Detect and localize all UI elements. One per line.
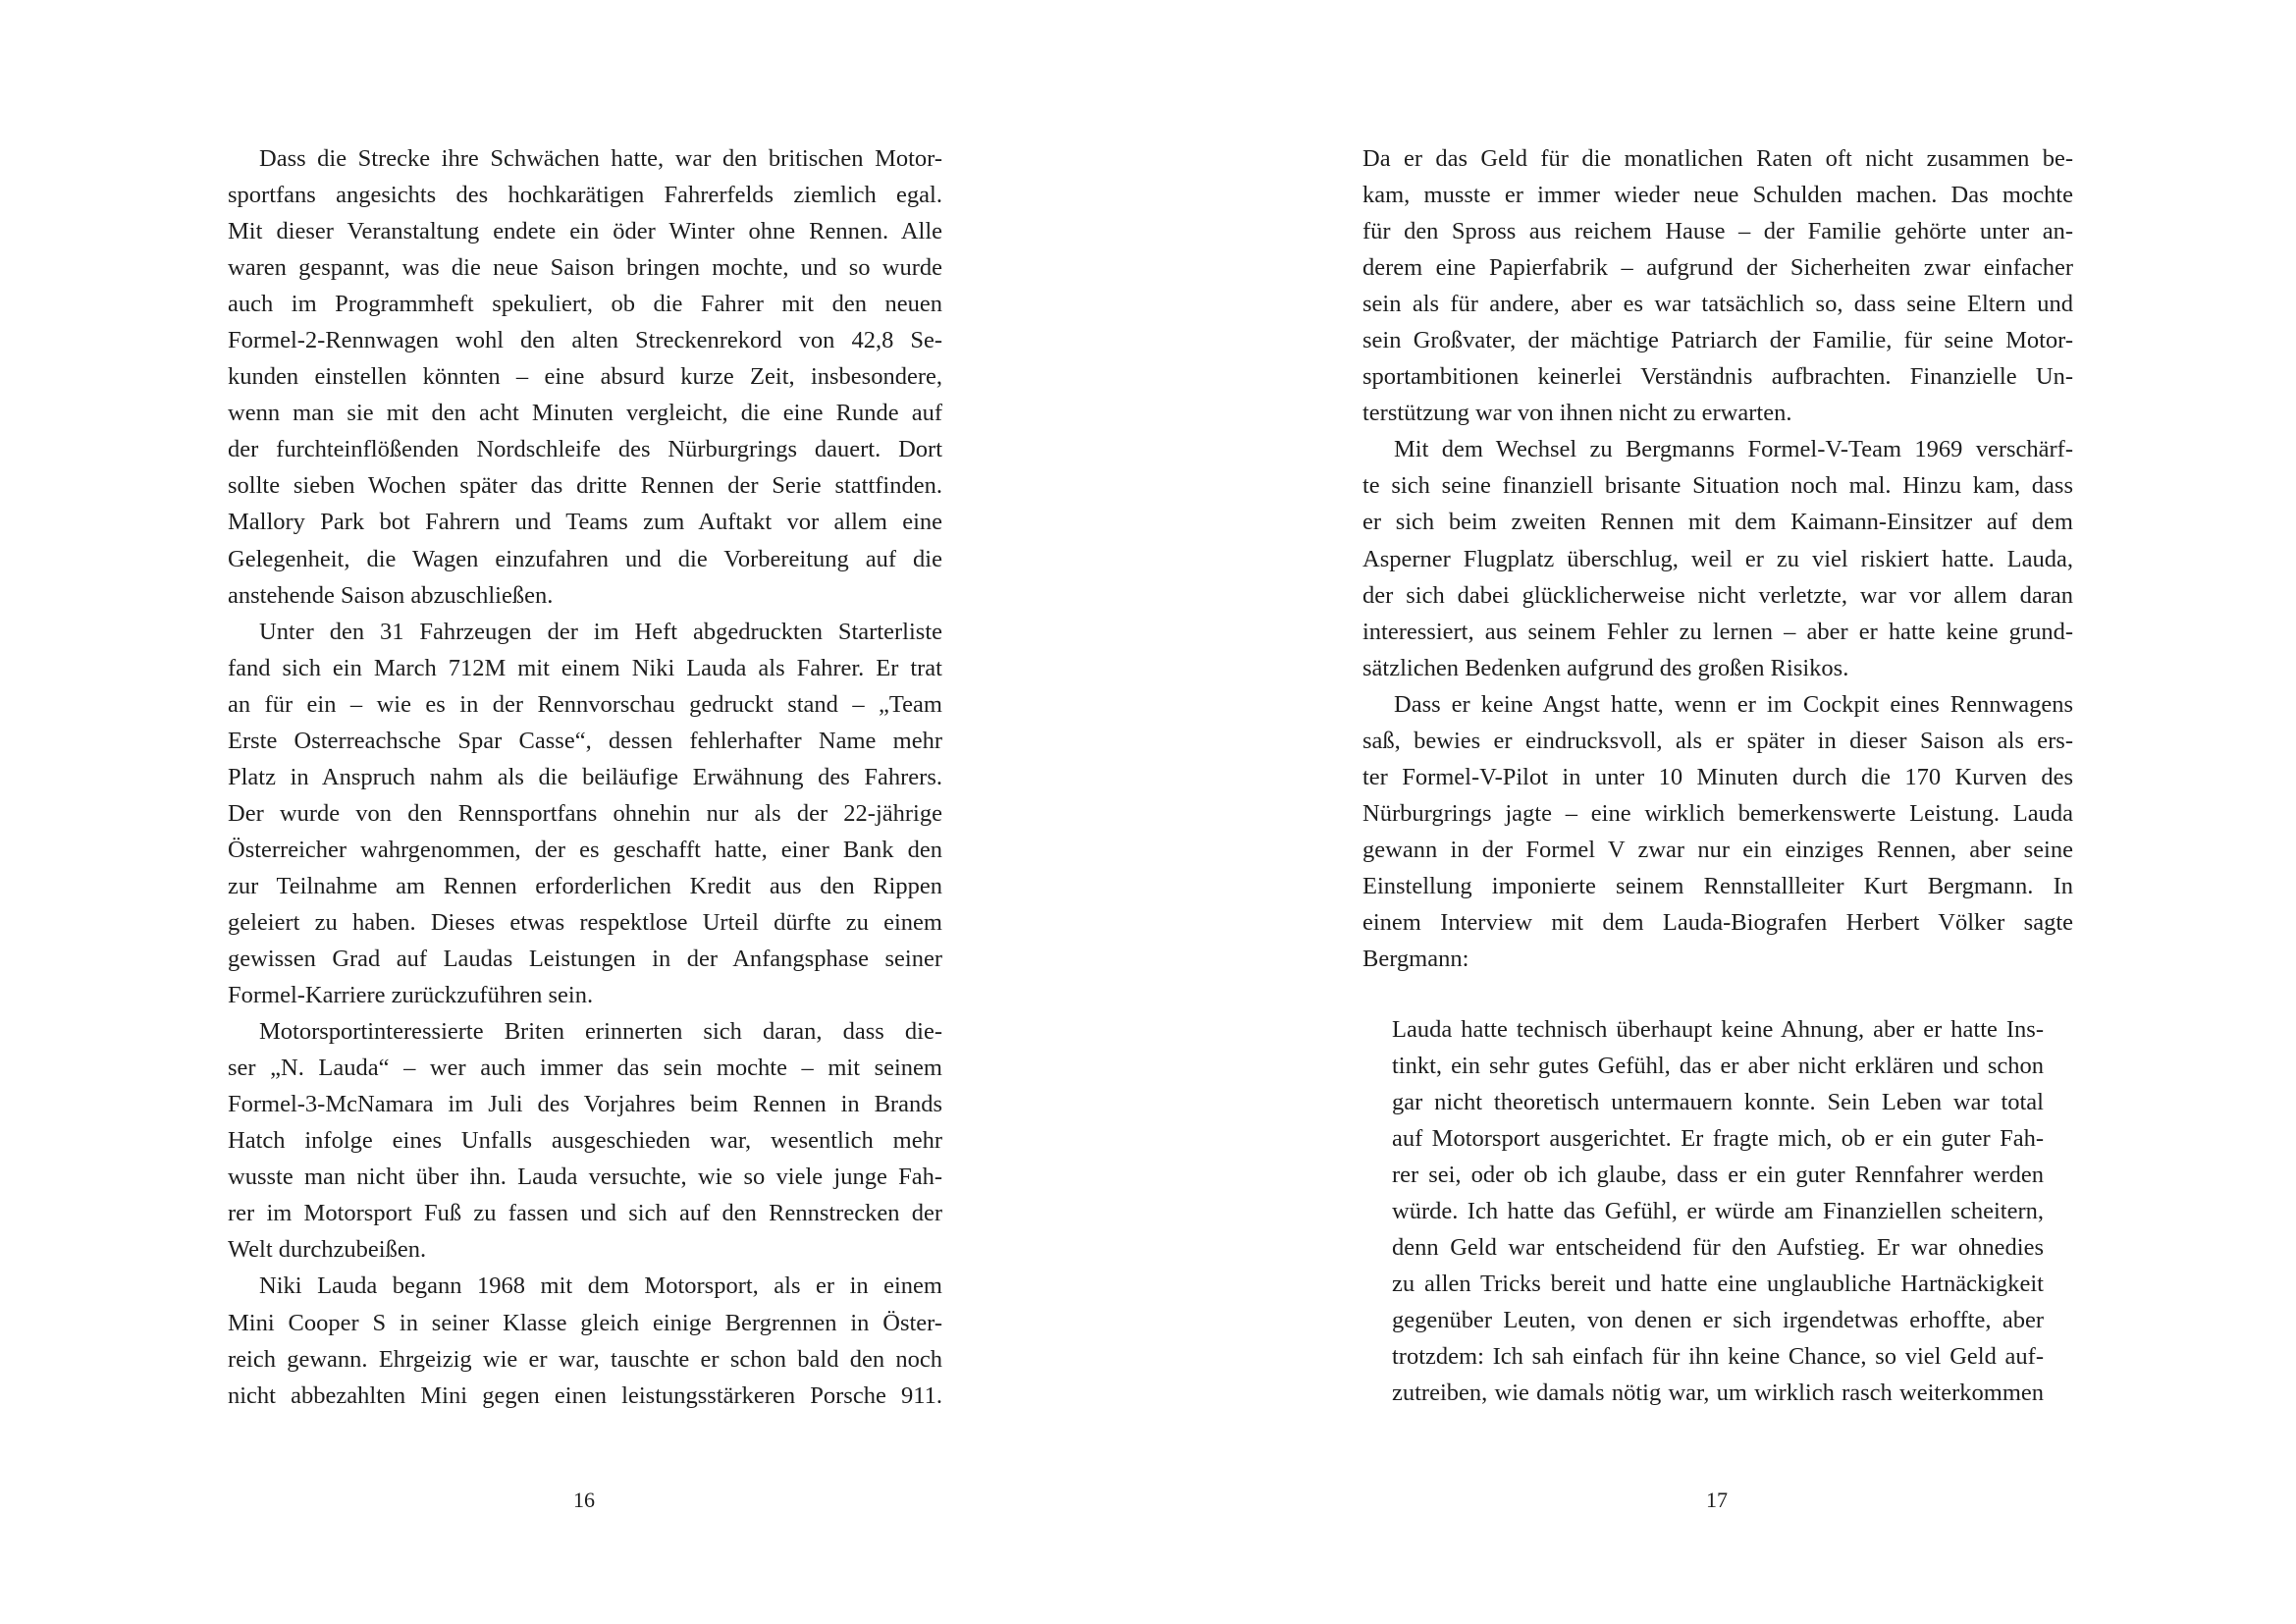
text-line: gewissen Grad auf Laudas Leistungen in der Anfangsphase seiner bbox=[228, 946, 942, 973]
text-line: wenn man sie mit den acht Minuten vergleicht, die eine Runde auf bbox=[228, 400, 942, 427]
quote-line: denn Geld war entscheidend für den Aufstieg. Er war ohnedies bbox=[1392, 1234, 2044, 1262]
text-line: Österreicher wahrgenommen, der es geschafft hatte, einer Bank den bbox=[228, 836, 942, 863]
page-number-left: 16 bbox=[573, 1488, 595, 1512]
text-line: terstützung war von ihnen nicht zu erwarten. bbox=[1362, 400, 1792, 427]
quote-line: zu allen Tricks bereit und hatte eine unglaubliche Hartnäckigkeit bbox=[1392, 1271, 2044, 1298]
text-line: Mini Cooper S in seiner Klasse gleich einige Bergrennen in Öster- bbox=[228, 1309, 942, 1336]
text-line: Dass die Strecke ihre Schwächen hatte, war den britischen Motor- bbox=[259, 145, 942, 172]
quote-line: trotzdem: Ich sah einfach für ihn keine Chance, so viel Geld auf- bbox=[1392, 1343, 2044, 1371]
text-line: Unter den 31 Fahrzeugen der im Heft abgedruckten Starterliste bbox=[259, 618, 942, 645]
text-line: der furchteinflößenden Nordschleife des Nürburgrings dauert. Dort bbox=[228, 436, 942, 463]
text-line: Welt durchzubeißen. bbox=[228, 1236, 427, 1264]
text-line: Asperner Flugplatz überschlug, weil er zu viel riskiert hatte. Lauda, bbox=[1362, 545, 2073, 572]
text-line: geleiert zu haben. Dieses etwas respektlose Urteil dürfte zu einem bbox=[228, 908, 942, 936]
quote-line: tinkt, ein sehr gutes Gefühl, das er aber nicht erklären und schon bbox=[1392, 1053, 2044, 1080]
text-line: te sich seine finanziell brisante Situation noch mal. Hinzu kam, dass bbox=[1362, 472, 2073, 500]
page-number-right: 17 bbox=[1706, 1488, 1728, 1512]
text-line: fand sich ein March 712M mit einem Niki Lauda als Fahrer. Er trat bbox=[228, 654, 942, 681]
text-line: Da er das Geld für die monatlichen Raten oft nicht zusammen be- bbox=[1362, 145, 2073, 172]
text-line: reich gewann. Ehrgeizig wie er war, tauschte er schon bald den noch bbox=[228, 1345, 942, 1373]
text-line: Bergmann: bbox=[1362, 946, 1469, 973]
text-line: ser „N. Lauda“ – wer auch immer das sein mochte – mit seinem bbox=[228, 1055, 942, 1082]
text-line: Erste Osterreachsche Spar Casse“, dessen fehlerhafter Name mehr bbox=[228, 727, 942, 754]
text-line: auch im Programmheft spekuliert, ob die Fahrer mit den neuen bbox=[228, 291, 942, 318]
right-page-text bbox=[1362, 140, 2073, 977]
text-line: der sich dabei glücklicherweise nicht verletzte, war vor allem daran bbox=[1362, 581, 2073, 609]
text-line: nicht abbezahlten Mini gegen einen leistungsstärkeren Porsche 911. bbox=[228, 1381, 942, 1409]
text-line: Einstellung imponierte seinem Rennstallleiter Kurt Bergmann. In bbox=[1362, 872, 2073, 899]
text-line: Mit dieser Veranstaltung endete ein öder Winter ohne Rennen. Alle bbox=[228, 218, 942, 245]
text-line: sätzlichen Bedenken aufgrund des großen Risikos. bbox=[1362, 654, 1849, 681]
text-line: Motorsportinteressierte Briten erinnerten sich daran, dass die- bbox=[259, 1018, 942, 1046]
text-line: sollte sieben Wochen später das dritte Rennen der Serie stattfinden. bbox=[228, 472, 942, 500]
text-line: derem eine Papierfabrik – aufgrund der Sicherheiten zwar einfacher bbox=[1362, 254, 2073, 282]
text-line: Der wurde von den Rennsportfans ohnehin nur als der 22-jährige bbox=[228, 799, 942, 827]
text-line: Hatch infolge eines Unfalls ausgeschieden war, wesentlich mehr bbox=[228, 1127, 942, 1155]
text-line: an für ein – wie es in der Rennvorschau gedruckt stand – „Team bbox=[228, 690, 942, 718]
text-line: interessiert, aus seinem Fehler zu lernen – aber er hatte keine grund- bbox=[1362, 618, 2073, 645]
text-line: wusste man nicht über ihn. Lauda versuchte, wie so viele junge Fah- bbox=[228, 1164, 942, 1191]
text-line: er sich beim zweiten Rennen mit dem Kaimann-Einsitzer auf dem bbox=[1362, 509, 2073, 536]
text-line: Dass er keine Angst hatte, wenn er im Cockpit eines Rennwagens bbox=[1394, 690, 2073, 718]
text-line: sein als für andere, aber es war tatsächlich so, dass seine Eltern und bbox=[1362, 291, 2073, 318]
quote-line: würde. Ich hatte das Gefühl, er würde am Finanziellen scheitern, bbox=[1392, 1198, 2044, 1225]
quote-line: gegenüber Leuten, von denen er sich irgendetwas erhoffte, aber bbox=[1392, 1307, 2044, 1334]
text-line: Formel-Karriere zurückzuführen sein. bbox=[228, 982, 594, 1009]
text-line: Platz in Anspruch nahm als die beiläufige Erwähnung des Fahrers. bbox=[228, 763, 942, 790]
text-line: einem Interview mit dem Lauda-Biografen Herbert Völker sagte bbox=[1362, 908, 2073, 936]
text-line: ter Formel-V-Pilot in unter 10 Minuten durch die 170 Kurven des bbox=[1362, 763, 2073, 790]
text-line: Mit dem Wechsel zu Bergmanns Formel-V-Team 1969 verschärf- bbox=[1394, 436, 2073, 463]
text-line: Niki Lauda begann 1968 mit dem Motorsport, als er in einem bbox=[259, 1272, 942, 1300]
text-line: Mallory Park bot Fahrern und Teams zum Auftakt vor allem eine bbox=[228, 509, 942, 536]
text-line: gewann in der Formel V zwar nur ein einziges Rennen, aber seine bbox=[1362, 836, 2073, 863]
text-line: sportfans angesichts des hochkarätigen Fahrerfelds ziemlich egal. bbox=[228, 182, 942, 209]
text-line: Gelegenheit, die Wagen einzufahren und die Vorbereitung auf die bbox=[228, 545, 942, 572]
text-line: Formel-3-McNamara im Juli des Vorjahres beim Rennen in Brands bbox=[228, 1091, 942, 1118]
text-line: kam, musste er immer wieder neue Schulden machen. Das mochte bbox=[1362, 182, 2073, 209]
text-line: sportambitionen keinerlei Verständnis aufbrachten. Finanzielle Un- bbox=[1362, 363, 2073, 391]
text-line: Formel-2-Rennwagen wohl den alten Streckenrekord von 42,8 Se- bbox=[228, 327, 942, 354]
text-line: sein Großvater, der mächtige Patriarch der Familie, für seine Motor- bbox=[1362, 327, 2073, 354]
quote-line: gar nicht theoretisch untermauern konnte. Sein Leben war total bbox=[1392, 1089, 2044, 1116]
quote-line: zutreiben, wie damals nötig war, um wirklich rasch weiterkommen bbox=[1392, 1380, 2044, 1407]
text-line: saß, bewies er eindrucksvoll, als er später in dieser Saison als ers- bbox=[1362, 727, 2073, 754]
quote-line: auf Motorsport ausgerichtet. Er fragte mich, ob er ein guter Fah- bbox=[1392, 1125, 2044, 1153]
text-line: rer im Motorsport Fuß zu fassen und sich auf den Rennstrecken der bbox=[228, 1200, 942, 1227]
text-line: zur Teilnahme am Rennen erforderlichen Kredit aus den Rippen bbox=[228, 872, 942, 899]
quote-line: rer sei, oder ob ich glaube, dass er ein guter Rennfahrer werden bbox=[1392, 1162, 2044, 1189]
text-line: anstehende Saison abzuschließen. bbox=[228, 581, 554, 609]
quote-line: Lauda hatte technisch überhaupt keine Ahnung, aber er hatte Ins- bbox=[1392, 1016, 2044, 1043]
text-line: waren gespannt, was die neue Saison bringen mochte, und so wurde bbox=[228, 254, 942, 282]
text-line: Nürburgrings jagte – eine wirklich bemerkenswerte Leistung. Lauda bbox=[1362, 799, 2073, 827]
text-line: für den Spross aus reichem Hause – der Familie gehörte unter an- bbox=[1362, 218, 2073, 245]
block-quote bbox=[1392, 1011, 2044, 1412]
left-page-text bbox=[228, 140, 942, 1414]
text-line: kunden einstellen könnten – eine absurd kurze Zeit, insbesondere, bbox=[228, 363, 942, 391]
